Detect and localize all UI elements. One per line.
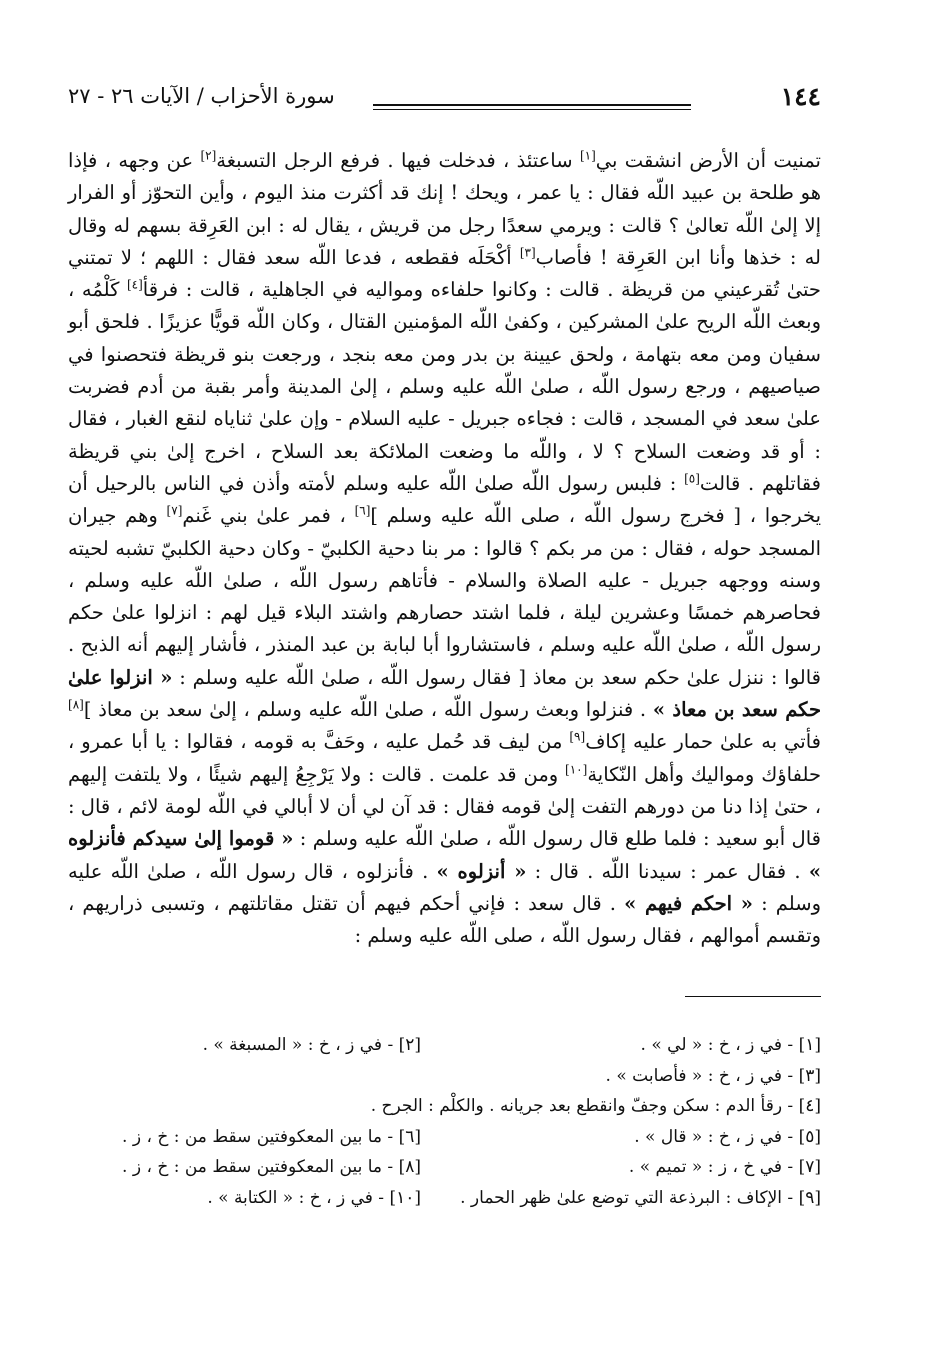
page-number: ١٤٤	[780, 82, 821, 111]
text-run: كَلْمُه ، وبعث اللّه الريح علىٰ المشركين ، وكفىٰ اللّه المؤمنين القتال ، وكان اللّه قويًّا عزيزًا . فلحق أبو سفيان ومن معه بتهامة ، ولحق عيينة بن بدر ومن معه بنجد ، ورجعت بنو قريظة فتحصنوا في صياصيهم ، ورجع رسول اللّه ، صلىٰ اللّه عليه وسلم ، إلىٰ المدينة وأمر بقبة من أدم فضربت علىٰ سعد في المسجد ، قالت : فجاءه جبريل - عليه السلام - وإن علىٰ ثناياه لنقع الغبار ، فقال : أو قد وضعت السلاح ؟ لا ، واللّه ما وضعت الملائكة بعد السلاح ، اخرج إلىٰ بني قريظة فقاتلهم . قالت	[68, 278, 821, 495]
bold-quote: « قوموا إلىٰ سيدكم فأنزلوه »	[68, 827, 821, 883]
header-rule-thin	[373, 109, 691, 110]
footnote: [٨] - ما بين المعكوفتين سقط من : خ ، ز .	[122, 1157, 421, 1177]
text-run: . فنزلوا وبعث رسول اللّه ، صلىٰ اللّه عليه وسلم ، إلىٰ سعد بن معاذ ]	[83, 698, 653, 722]
text-run: ومن قد علمت . قالت : ولا يَرْجِعُ إليهم شيئًا ، ولا يلتفت إليهم ، حتىٰ إذا دنا من دورهم التفت إلىٰ قومه فقال : قد آن لي أن لا أبالي في اللّه لومة لائم ، قال : قال أبو سعيد : فلما طلع قال رسول اللّه ، صلىٰ اللّه عليه وسلم :	[68, 762, 821, 851]
text-run: ساعتئذ ، فدخلت فيها . فرفع الرجل التسبغة	[216, 149, 580, 172]
footnote: [١] - في ز ، خ : « لي » .	[640, 1035, 821, 1055]
footnote-marker: [٢]	[200, 148, 217, 163]
footnote: [١٠] - في ز ، خ : « الكتابة » .	[207, 1187, 421, 1208]
footnote: [٤] - رقأ الدم : سكن وجفّ وانقطع بعد جريانه . والكلْم : الجرح .	[370, 1096, 821, 1116]
footnote-marker: [٧]	[166, 503, 183, 518]
header-rule	[373, 104, 691, 106]
footnote: [٥] - في ز ، خ : « قال » .	[634, 1126, 821, 1147]
main-paragraph	[68, 145, 821, 952]
text-run: من ليف قد حُمل عليه ، وحَفَّ به قومه ، فقالوا : يا أبا عمرو ، حلفاؤك ومواليك وأهل النّكاية	[68, 730, 822, 786]
footnote-row	[68, 1183, 821, 1214]
footnote-marker: [٣]	[519, 245, 536, 260]
footnote-row	[68, 1091, 821, 1122]
text-run: تمنيت أن الأرض انشقت بي	[595, 149, 821, 172]
text-run: : فلبس رسول اللّه صلىٰ اللّه عليه وسلم لأمته وأذن في الناس بالرحيل أن يخرجوا ، [ فخرج رسول اللّه ، صلى اللّه عليه وسلم ]	[68, 471, 822, 528]
text-run: . قال سعد : فإني أحكم فيهم أن تقتل مقاتلتهم ، وتسبى ذراريهم ، وتقسم أموالهم ، فقال رسول اللّه ، صلى اللّه عليه وسلم :	[68, 891, 821, 948]
footnote: [٣] - في ز ، خ : « فأصابت » .	[605, 1065, 821, 1086]
footnote: [٢] - في ز ، خ : « المسبغة » .	[202, 1035, 421, 1055]
text-run: . فأنزلوه ، قال رسول اللّه ، صلىٰ اللّه عليه وسلم :	[68, 859, 821, 915]
text-run: فأتي به علىٰ حمار عليه إكاف	[585, 730, 821, 754]
main-text	[68, 145, 821, 952]
footnote-row	[68, 1061, 821, 1092]
footnote-marker: [٤]	[126, 277, 143, 292]
text-run: . فقال عمر : سيدنا اللّه . قال :	[526, 859, 809, 883]
footnote-row	[68, 1030, 821, 1061]
footnote-marker: [٩]	[569, 729, 586, 744]
bold-quote: « أنزلوه »	[436, 859, 527, 883]
footnotes	[68, 1030, 821, 1213]
footnote-marker: [٥]	[684, 471, 700, 486]
text-run: عن وجهه ، فإذا هو طلحة بن عبيد اللّه فقال : يا عمر ، ويحك ! إنك قد أكثرت منذ اليوم ، وأين التحوّز أو الفرار إلا إلىٰ اللّه تعالىٰ ؟ قالت : ويرمي سعدًا رجل من قريش ، يقال له : ابن العَرِقة بسهم له وقال له : خذها وأنا ابن العَرِقة ! فأصاب	[68, 149, 821, 269]
footnote-marker: [١٠]	[565, 762, 588, 777]
footnote: [٧] - في خ ، ز : « تميم » .	[628, 1157, 821, 1177]
text-run: أكْحَلَه فقطعه ، فدعا اللّه سعد فقال : اللهم ؛ لا تمتني حتىٰ تُقرعيني من قريظة . قالت : وكانوا حلفاءه ومواليه في الجاهلية ، قالت : فرقأ	[68, 245, 821, 302]
footnote: [٩] - الإكاف : البرذعة التي توضع علىٰ ظهر الحمار .	[460, 1187, 821, 1208]
footnote-marker: [٨]	[68, 697, 84, 712]
footnote-marker: [٦]	[354, 503, 371, 518]
footnote-separator	[685, 996, 821, 997]
text-run: وهم جيران المسجد حوله ، فقال : من مر بكم ؟ قالوا : مر بنا دحية الكلبيّ - وكان دحية الكلبيّ تشبه لحيته وسنه ووجهه جبريل - عليه الصلاة والسلام - فأتاهم رسول اللّه ، صلىٰ اللّه عليه وسلم ، فحاصرهم خمسًا وعشرين ليلة ، فلما اشتد حصارهم واشتد البلاء قيل لهم : انزلوا علىٰ حكم رسول اللّه ، صلىٰ اللّه عليه وسلم ، فاستشاروا أبا لبابة بن عبد المنذر ، فأشار إليهم أنه الذبح . قالوا : ننزل علىٰ حكم سعد بن معاذ [ فقال رسول اللّه ، صلىٰ اللّه عليه وسلم :	[68, 504, 821, 689]
running-title: سورة الأحزاب / الآيات ٢٦ - ٢٧	[68, 84, 335, 108]
bold-quote: « انزلوا علىٰ حكم سعد بن معاذ »	[68, 665, 821, 722]
footnote-row	[68, 1152, 821, 1183]
footnote: [٦] - ما بين المعكوفتين سقط من : خ ، ز .	[122, 1126, 421, 1147]
page-header	[68, 82, 821, 122]
footnote-marker: [١]	[579, 148, 596, 163]
footnote-row	[68, 1122, 821, 1153]
bold-quote: « احكم فيهم »	[624, 891, 753, 915]
text-run: ، فمر علىٰ بني غَنم	[182, 504, 355, 528]
